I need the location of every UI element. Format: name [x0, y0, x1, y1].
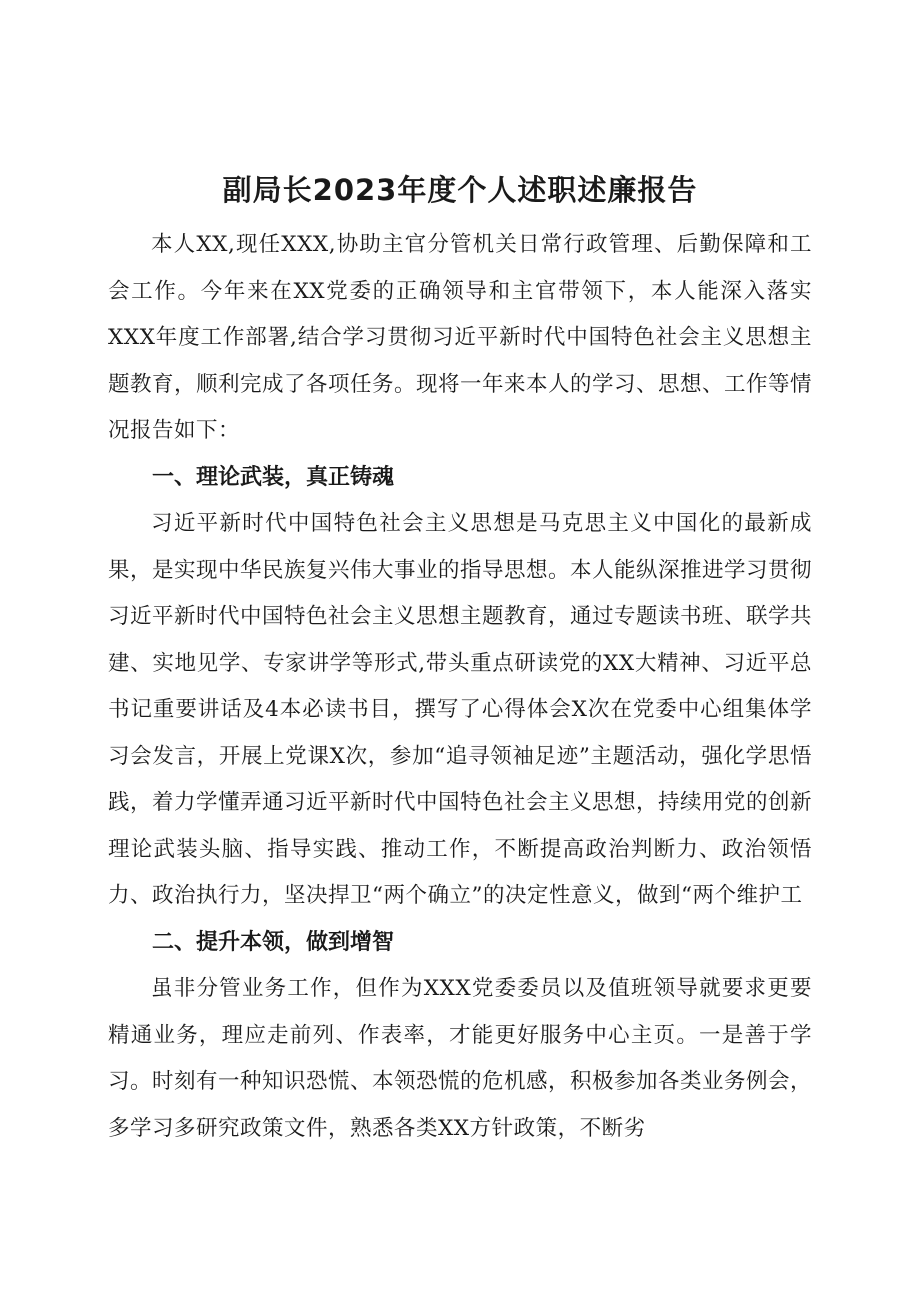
section-body-2: 虽非分管业务工作，但作为XXX党委委员以及值班领导就要求更要精通业务，理应走前列、作表率，才能更好服务中心主页。一是善于学习。时刻有一种知识恐慌、本领恐慌的危机感，积极参加各类业务例会，多学习多研究政策文件，熟悉各类XX方针政策，不断劣 [108, 976, 813, 1141]
document-title: 副局长2023年度个人述职述廉报告 [222, 173, 698, 207]
section-heading-1: 一、理论武装，真正铸魂 [152, 464, 395, 490]
intro-paragraph: 本人XX,现任XXX,协助主官分管机关日常行政管理、后勤保障和工会工作。今年来在XX党委的正确领导和主官带领下，本人能深入落实XXX年度工作部署,结合学习贯彻习近平新时代中国特色社会主义思想主题教育，顺利完成了各项任务。现将一年来本人的学习、思想、工作等情况报告如下： [108, 232, 813, 443]
section-body-1: 习近平新时代中国特色社会主义思想是马克思主义中国化的最新成果，是实现中华民族复兴伟大事业的指导思想。本人能纵深推进学习贯彻习近平新时代中国特色社会主义思想主题教育，通过专题读书班、联学共建、实地见学、专家讲学等形式,带头重点研读党的XX大精神、习近平总书记重要讲话及4本必读书目，撰写了心得体会X次在党委中心组集体学习会发言，开展上党课X次，参加“追寻领袖足迹”主题活动，强化学思悟践，着力学懂弄通习近平新时代中国特色社会主义思想，持续用党的创新理论武装头脑、指导实践、推动工作，不断提高政治判断力、政治领悟力、政治执行力，坚决捍卫“两个确立”的决定性意义，做到“两个维护工 [108, 511, 813, 908]
section-heading-2: 二、提升本领，做到增智 [152, 929, 395, 955]
